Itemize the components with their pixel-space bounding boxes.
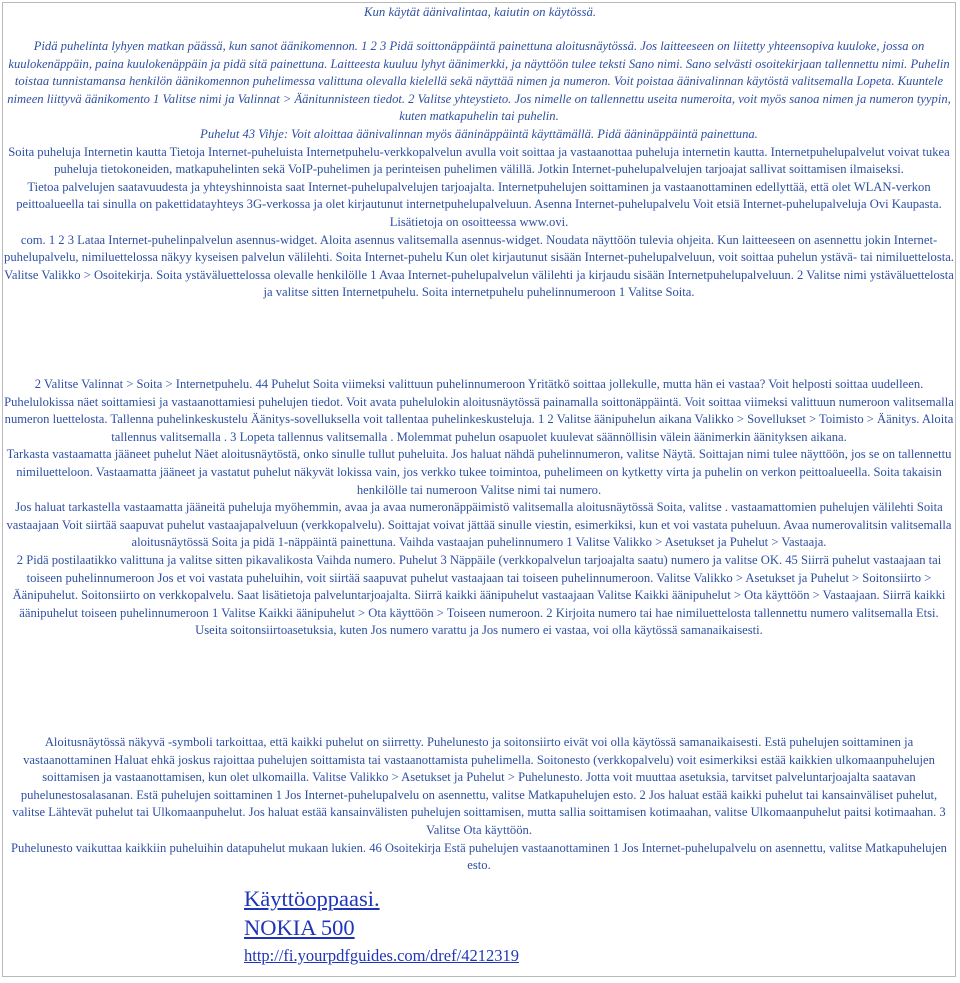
text-block-2	[4, 376, 954, 640]
paragraph-barring-data: Puhelunesto vaikuttaa kaikkiin puheluihin datapuhelut mukaan lukien. 46 Osoitekirja Estä puhelujen vastaanottaminen 1 Jos Internet-puhelupalvelu on asennettu, valitse Matkapuhelujen esto.	[11, 840, 947, 873]
paragraph-install-service: com. 1 2 3 Lataa Internet-puhelinpalvelun asennus-widget. Aloita asennus valitsemalla asennus-widget. Noudata näyttöön tulevia ohjeita. Kun laitteeseen on asennettu jokin Internet-puhelupalvelu, nimiluettelossa näkyy kyseisen palvelun välilehti. Soita Internet-puhelu Kun olet kirjautunut sisään Internet-puhelupalveluun, voit soittaa puhelun ystävä- tai nimiluettelosta. Valitse Valikko > Osoitekirja. Soita ystäväluettelossa olevalle henkilölle 1 Avaa Internet-puhelupalvelun välilehti ja kirjaudu sisään Internetpuhelupalveluun. 2 Valitse nimi ystäväluettelosta ja valitse sitten Internetpuhelu. Soita internetpuhelu puhelinnumeroon 1 Valitse Soita.	[4, 232, 954, 300]
paragraph-internet-calls: Soita puheluja Internetin kautta Tietoja Internet-puheluista Internetpuhelu-verkkopalvelun avulla voit soittaa ja vastaanottaa puheluja internetin kautta. Internetpuhelupalvelut voivat tukea puheluja tietokoneiden, matkapuhelinten sekä VoIP-puhelimen ja perinteisen puhelimen välillä. Jotkin Internet-puhelupalvelujen tarjoajat sallivat soittamisen ilmaiseksi.	[8, 144, 950, 177]
footer-guide-link[interactable]: Käyttöoppaasi.	[244, 886, 380, 911]
footer-product-link[interactable]: NOKIA 500	[244, 915, 355, 940]
paragraph-voice-tip: Puhelut 43 Vihje: Voit aloittaa äänivalinnan myös ääninäppäintä käyttämällä. Pidä ääninäppäintä painettuna.	[200, 126, 758, 141]
footer-links	[244, 884, 519, 968]
text-block-1	[4, 38, 954, 302]
text-block-3	[4, 734, 954, 875]
paragraph-voice-dialing: Pidä puhelinta lyhyen matkan päässä, kun sanot äänikomennon. 1 2 3 Pidä soittonäppäintä painettuna aloitusnäytössä. Jos laitteeseen on liitetty yhteensopiva kuuloke, jossa on kuulokenäppäin, paina kuulokenäppäin ja pidä sitä painettuna. Laitteesta kuuluu lyhyt äänimerkki, ja näyttöön tulee teksti Sano nimi. Sano selvästi osoitekirjaan tallennettu nimi. Puhelin toistaa tunnistamansa henkilön äänikomennon puhelimessa valittuna olevalla kielellä sekä näyttää nimen ja numeron. Voit poistaa äänivalinnan käytöstä valitsemalla Lopeta. Kuuntele nimeen liittyvä äänikomento 1 Valitse nimi ja Valinnat > Äänitunnisteen tiedot. 2 Valitse yhteystieto. Jos nimelle on tallennettu useita numeroita, voit myös sanoa nimen ja numeron tyypin, kuten matkapuhelin tai puhelin.	[7, 39, 951, 124]
page-title: Kun käytät äänivalintaa, kaiutin on käytössä.	[363, 5, 597, 19]
paragraph-call-divert: 2 Pidä postilaatikko valittuna ja valitse sitten pikavalikosta Vaihda numero. Puhelut 3 Näppäile (verkkopalvelun tarjoajalta saatu) numero ja valitse OK. 45 Siirrä puhelut vastaajaan tai toiseen puhelinnumeroon Jos et voi vastata puheluihin, voit siirtää saapuvat puhelut vastaajaan tai toiseen puhelinnumeroon. Valitse Valikko > Asetukset ja Puhelut > Soitonsiirto > Äänipuhelut. Soitonsiirto on verkkopalvelu. Saat lisätietoja palveluntarjoajalta. Siirrä kaikki äänipuhelut vastaajaan Valitse Kaikki äänipuhelut > Ota käyttöön > Vastaajaan. Siirrä kaikki äänipuhelut toiseen puhelinnumeroon 1 Valitse Kaikki äänipuhelut > Ota käyttöön > Toiseen numeroon. 2 Kirjoita numero tai hae nimiluettelosta tallennettu numero valitsemalla Etsi. Useita soitonsiirtoasetuksia, kuten Jos numero varattu ja Jos numero ei vastaa, voi olla käytössä samanaikaisesti.	[12, 552, 946, 638]
footer-url-link[interactable]: http://fi.yourpdfguides.com/dref/4212319	[244, 946, 519, 965]
paragraph-service-availability: Tietoa palvelujen saatavuudesta ja yhteyshinnoista saat Internet-puhelupalvelujen tarjoajalta. Internetpuhelujen soittaminen ja vastaanottaminen edellyttää, että olet WLAN-verkon peittoalueella tai sinulla on pakettidatayhteys 3G-verkossa ja olet kirjautunut internetpuhelupalveluun. Asenna Internet-puhelupalvelu Voit etsiä Internet-puhelupalveluja Ovi Kaupasta. Lisätietoja on osoitteessa www.ovi.	[16, 179, 942, 229]
paragraph-call-barring: Aloitusnäytössä näkyvä -symboli tarkoittaa, että kaikki puhelut on siirretty. Puhelunesto ja soitonsiirto eivät voi olla käytössä samanaikaisesti. Estä puhelujen soittaminen ja vastaanottaminen Haluat ehkä joskus rajoittaa puhelujen soittamista tai vastaanottamista puhelimella. Soitonesto (verkkopalvelu) voit esimerkiksi estää kaikkien ulkomaanpuhelujen soittamisen ja vastaanottamisen, kun olet ulkomailla. Valitse Valikko > Asetukset ja Puhelut > Puhelunesto. Jotta voit muuttaa asetuksia, tarvitset palveluntarjoajalta saatavan puhelunestosalasanan. Estä puhelujen soittaminen 1 Jos Internet-puhelupalvelu on asennettu, valitse Matkapuhelujen esto. 2 Jos haluat estää kaikki puhelut tai kansainväliset puhelut, valitse Lähtevät puhelut tai Ulkomaanpuhelut. Jos haluat estää kansainvälisten puhelujen soittamisen, mutta sallia soittamisen kotimaahan, valitse Ulkomaanpuhelut paitsi kotimaahan. 3 Valitse Ota käyttöön.	[12, 735, 946, 837]
paragraph-voicemail: Jos haluat tarkastella vastaamatta jääneitä puheluja myöhemmin, avaa ja avaa numeronäppäimistö valitsemalla aloitusnäytössä Soita, valitse . vastaamattomien puhelujen välilehti Soita vastaajaan Voit siirtää saapuvat puhelut vastaajapalveluun (verkkopalvelu). Soittajat voivat jättää sinulle viestin, esimerkiksi, kun et voi vastata puheluun. Avaa numerovalitsin valitsemalla aloitusnäytössä Soita ja pidä 1-näppäintä painettuna. Vaihda vastaajan puhelinnumero 1 Valitse Valikko > Asetukset ja Puhelut > Vastaaja.	[6, 500, 952, 550]
paragraph-missed-calls: Tarkasta vastaamatta jääneet puhelut Näet aloitusnäytöstä, onko sinulle tullut puheluita. Jos haluat nähdä puhelinnumeron, valitse Näytä. Soittajan nimi tulee näyttöön, jos se on tallennettu nimiluetteloon. Vastaamatta jääneet ja vastatut puhelut näkyvät lokissa vain, jos verkko tukee toimintoa, puhelimeen on kytketty virta ja puhelin on verkon peittoalueella. Soita takaisin henkilölle tai numeroon Valitse nimi tai numero.	[6, 447, 952, 497]
paragraph-redial-and-record: 2 Valitse Valinnat > Soita > Internetpuhelu. 44 Puhelut Soita viimeksi valittuun puhelinnumeroon Yritätkö soittaa jollekulle, mutta hän ei vastaa? Voit helposti soittaa uudelleen. Puhelulokissa näet soittamiesi ja vastaanottamiesi puhelujen tiedot. Voit avata puhelulokin aloitusnäytössä painamalla soittonäppäintä. Voit soittaa viimeksi valittuun numeroon valitsemalla numeron luettelosta. Tallenna puhelinkeskustelu Äänitys-sovelluksella voit tallentaa puhelinkeskusteluja. 1 2 Valitse äänipuhelun aikana Valikko > Sovellukset > Toimisto > Äänitys. Aloita tallennus valitsemalla . 3 Lopeta tallennus valitsemalla . Molemmat puhelun osapuolet kuulevat säännöllisin välein äänimerkin äänityksen aikana.	[4, 377, 954, 444]
